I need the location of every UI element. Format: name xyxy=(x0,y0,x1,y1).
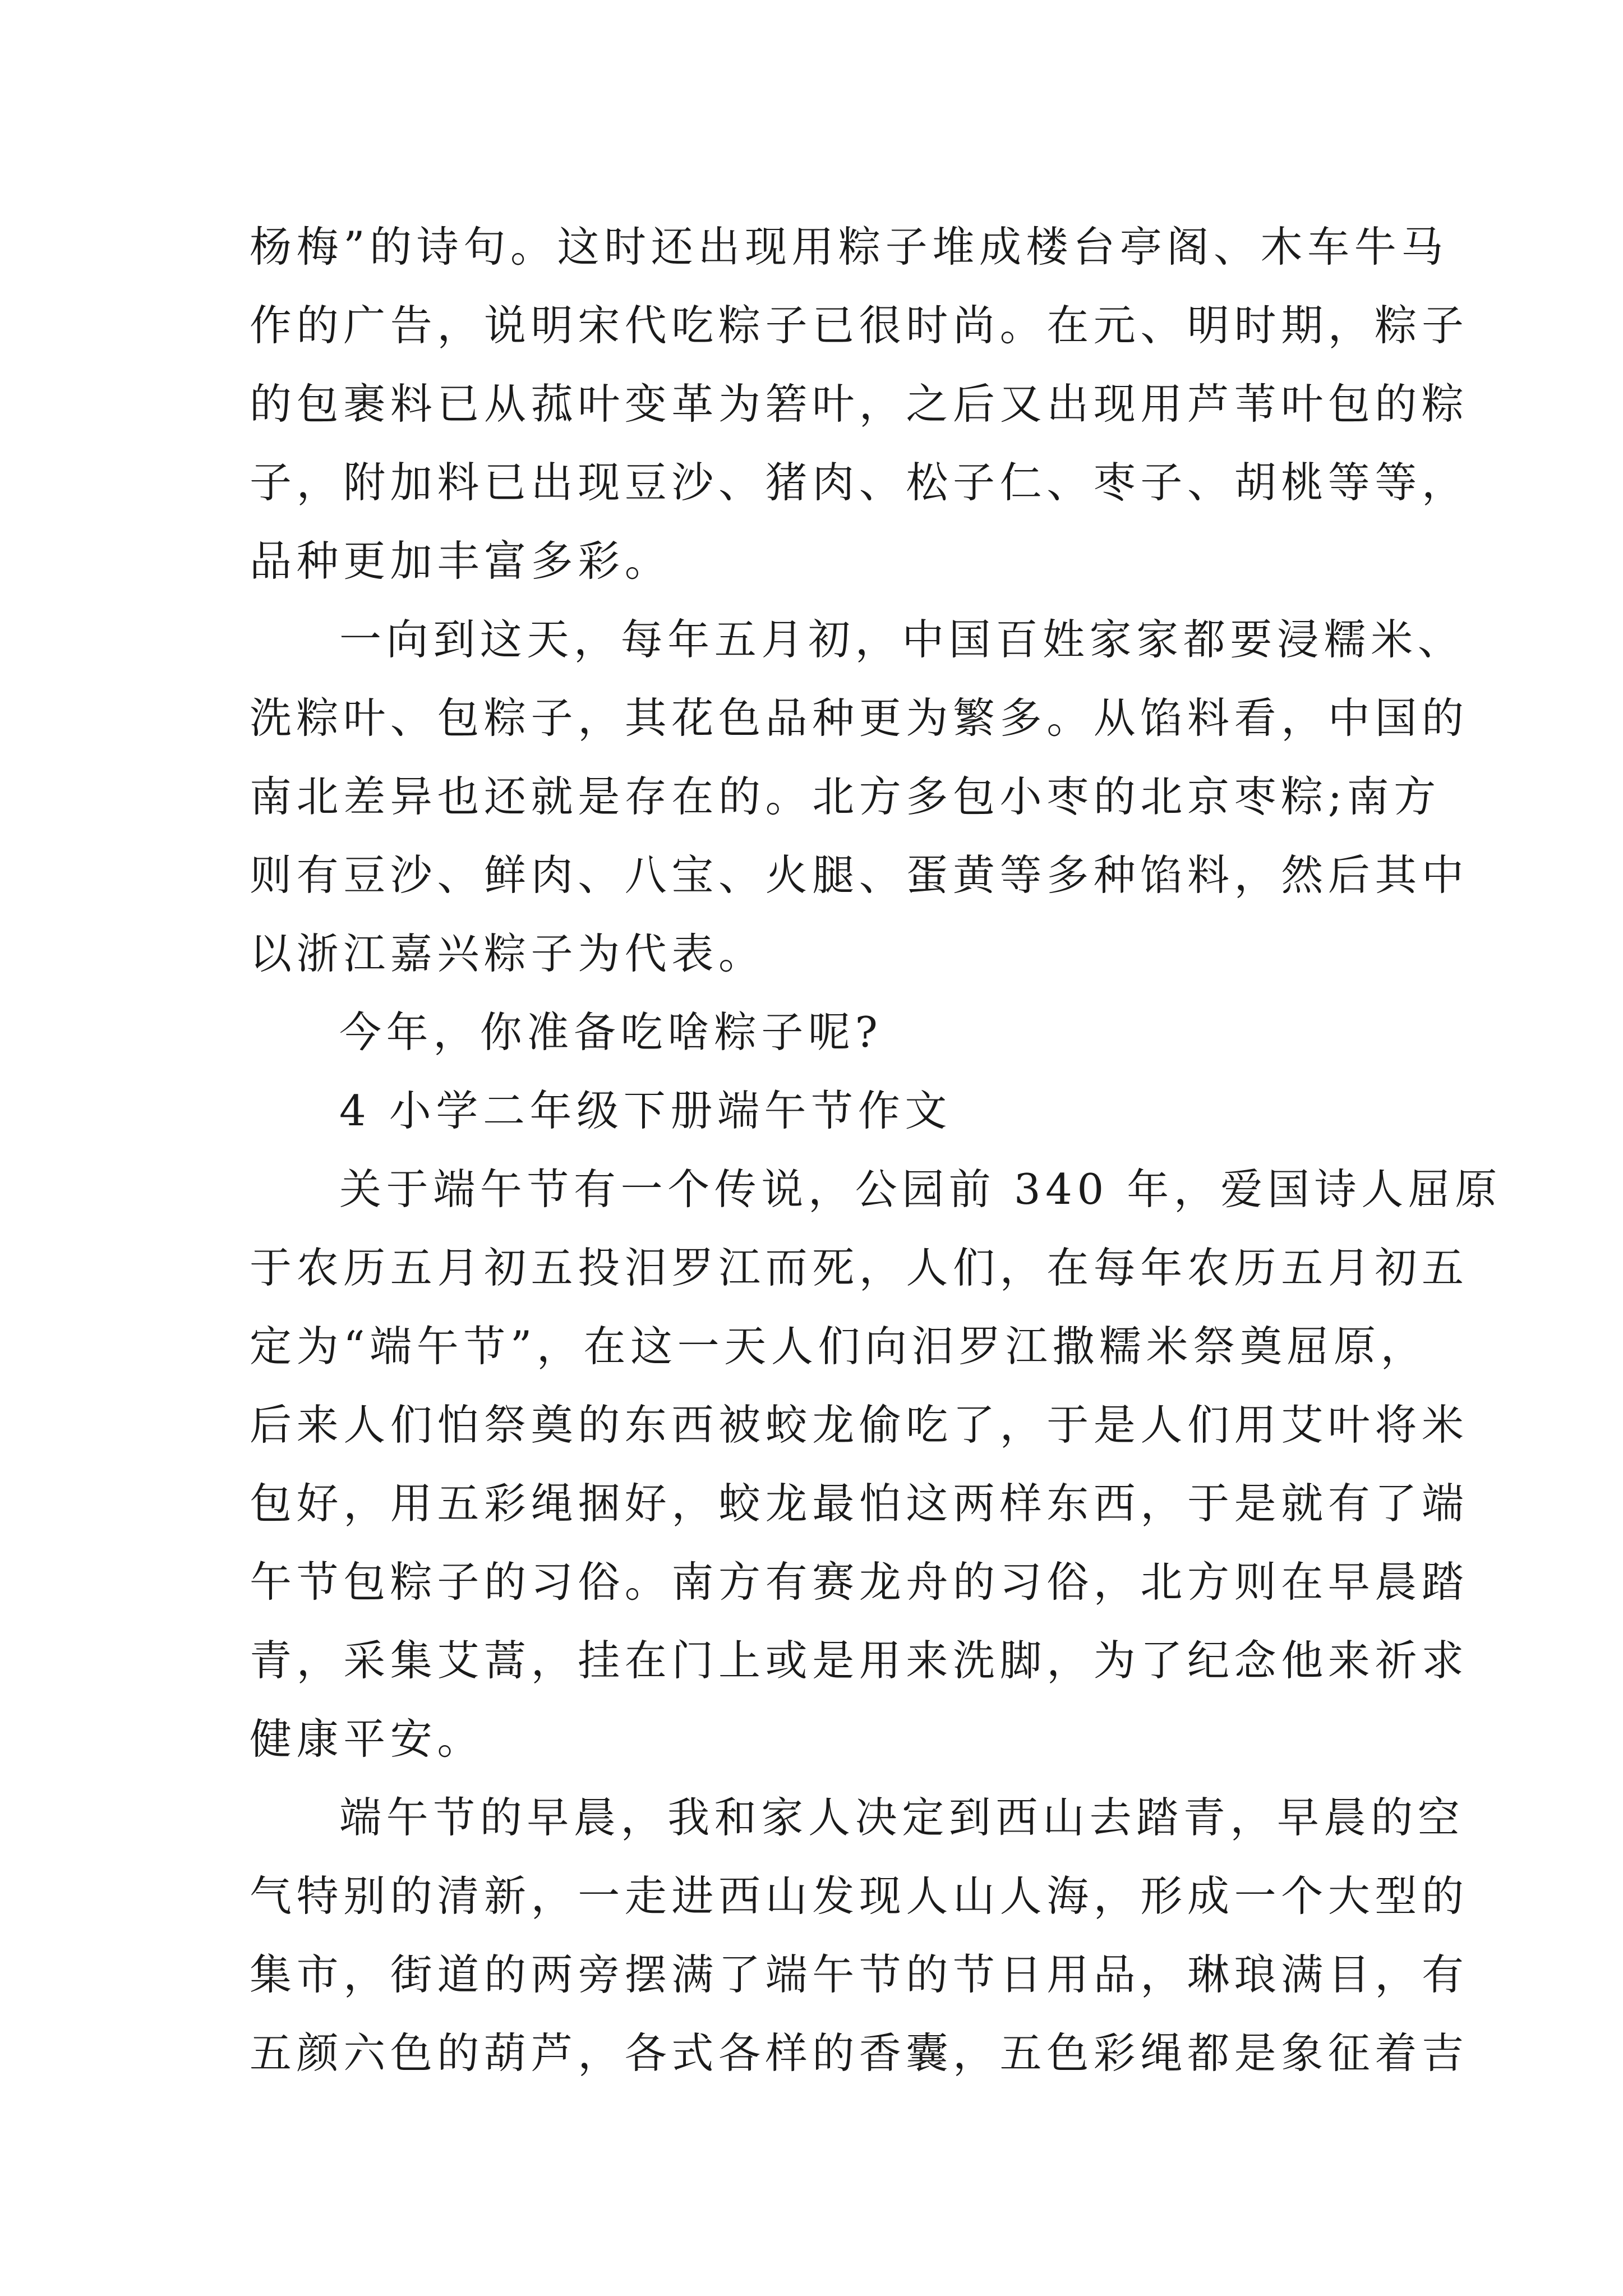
text-line: 洗粽叶、包粽子，其花色品种更为繁多。从馅料看，中国的 xyxy=(250,693,1469,743)
text-line: 作的广告，说明宋代吃粽子已很时尚。在元、明时期，粽子 xyxy=(250,301,1469,350)
paragraph-start-line: 端午节的早晨，我和家人决定到西山去踏青，早晨的空 xyxy=(339,1793,1465,1842)
text-line: 品种更加丰富多彩。 xyxy=(250,536,672,586)
text-line: 午节包粽子的习俗。南方有赛龙舟的习俗，北方则在早晨踏 xyxy=(250,1557,1469,1607)
text-line: 青，采集艾蒿，挂在门上或是用来洗脚，为了纪念他来祈求 xyxy=(250,1636,1469,1685)
text-line: 于农历五月初五投汨罗江而死，人们，在每年农历五月初五 xyxy=(250,1243,1469,1292)
text-line: 包好，用五彩绳捆好，蛟龙最怕这两样东西，于是就有了端 xyxy=(250,1479,1469,1528)
text-line: 集市，街道的两旁摆满了端午节的节日用品，琳琅满目，有 xyxy=(250,1950,1469,1999)
paragraph-start-line: 今年，你准备吃啥粽子呢? xyxy=(339,1007,883,1057)
text-line: 后来人们怕祭奠的东西被蛟龙偷吃了，于是人们用艾叶将米 xyxy=(250,1400,1469,1450)
text-line: 的包裹料已从菰叶变革为箬叶，之后又出现用芦苇叶包的粽 xyxy=(250,379,1469,429)
section-heading: 4 小学二年级下册端午节作文 xyxy=(339,1086,952,1135)
text-line: 杨梅”的诗句。这时还出现用粽子堆成楼台亭阁、木车牛马 xyxy=(250,222,1448,272)
paragraph-start-line: 一向到这天，每年五月初，中国百姓家家都要浸糯米、 xyxy=(339,615,1465,664)
text-line: 子，附加料已出现豆沙、猪肉、松子仁、枣子、胡桃等等， xyxy=(250,458,1469,507)
text-line: 五颜六色的葫芦，各式各样的香囊，五色彩绳都是象征着吉 xyxy=(250,2028,1469,2078)
text-line: 健康平安。 xyxy=(250,1714,485,1764)
paragraph-start-line: 关于端午节有一个传说，公园前 340 年，爱国诗人屈原 xyxy=(339,1165,1502,1214)
text-line: 定为“端午节”，在这一天人们向汨罗江撒糯米祭奠屈原， xyxy=(250,1322,1428,1371)
text-line: 气特别的清新，一走进西山发现人山人海，形成一个大型的 xyxy=(250,1871,1469,1921)
text-line: 则有豆沙、鲜肉、八宝、火腿、蛋黄等多种馅料，然后其中 xyxy=(250,850,1469,900)
text-line: 以浙江嘉兴粽子为代表。 xyxy=(250,929,766,978)
text-line: 南北差异也还就是存在的。北方多包小枣的北京枣粽;南方 xyxy=(250,772,1441,821)
